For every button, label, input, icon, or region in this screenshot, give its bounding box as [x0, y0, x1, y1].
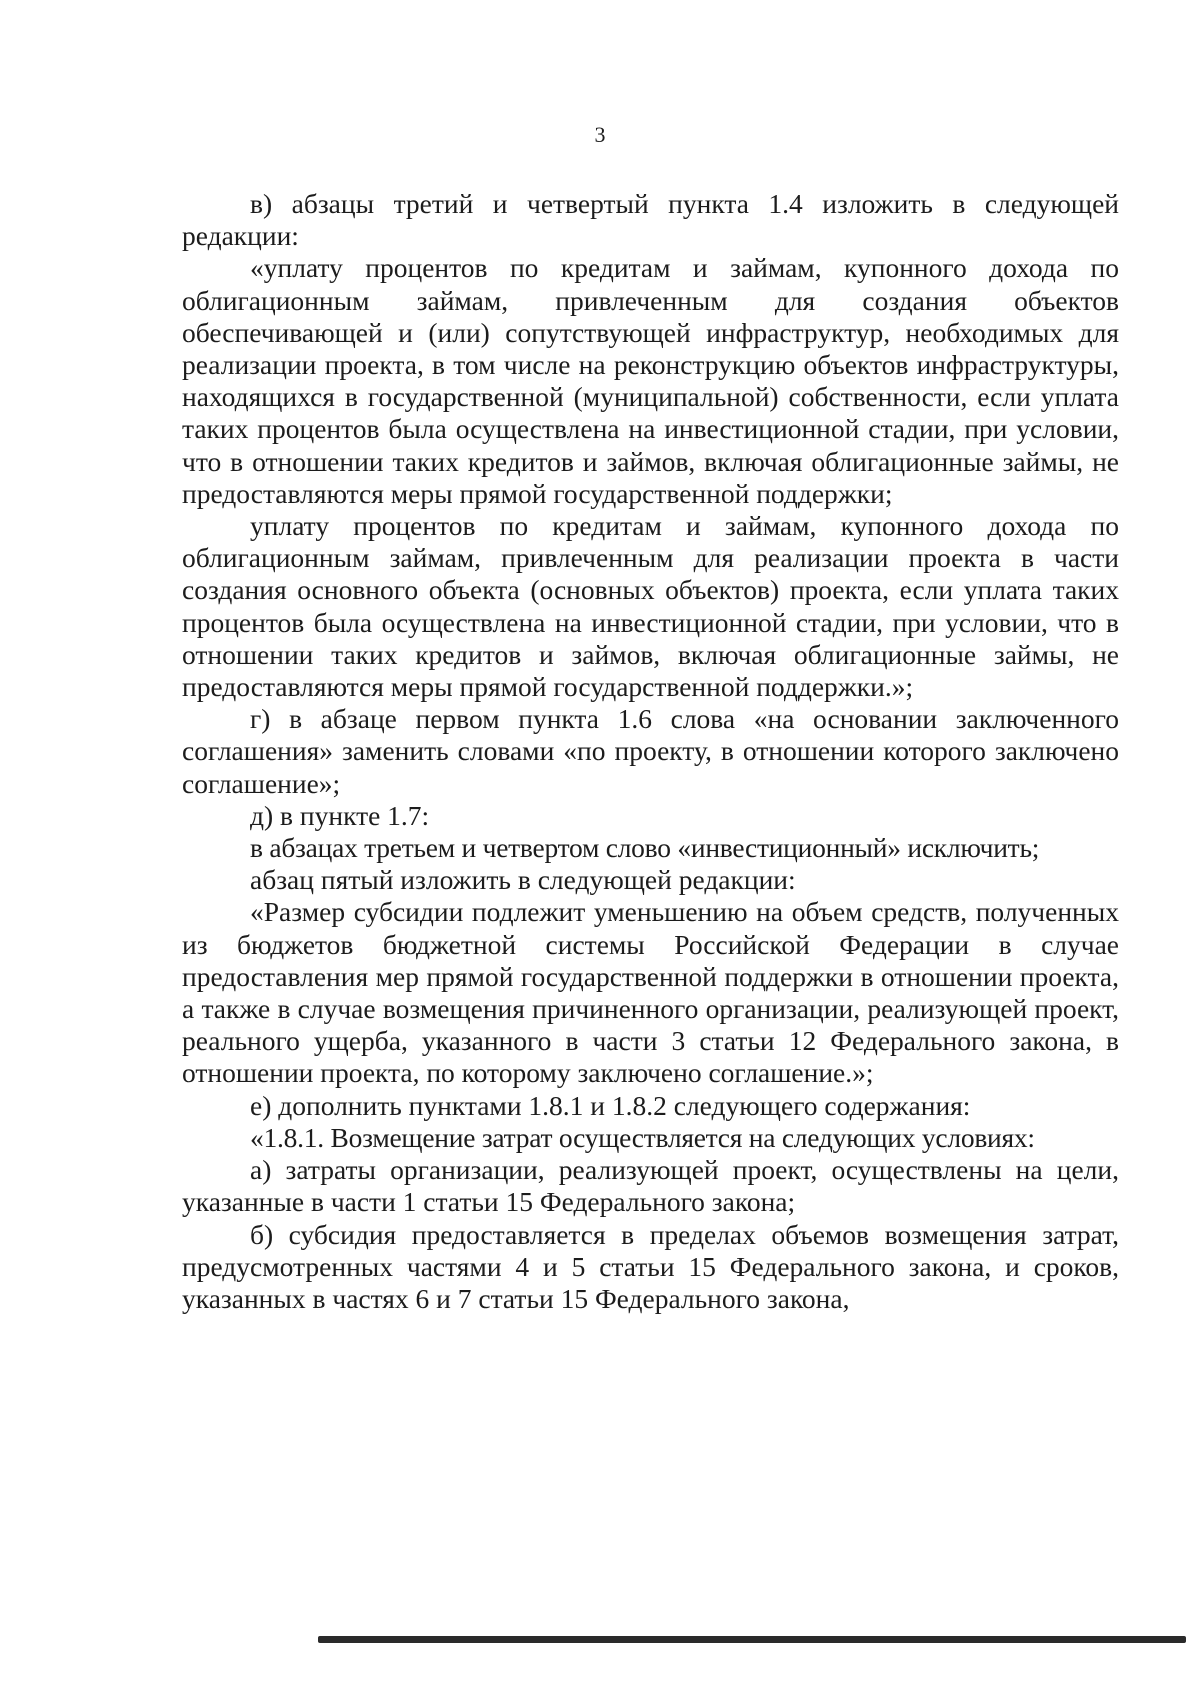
paragraph-e: е) дополнить пунктами 1.8.1 и 1.8.2 следующего содержания: — [250, 1089, 971, 1121]
paragraph-d: д) в пункте 1.7: — [250, 799, 430, 831]
paragraph-condition-b: б) субсидия предоставляется в пределах объемов возмещения затрат, предусмотренных частями 4 и 5 статьи 15 Федерального закона, и сроков, указанных в частях 6 и 7 статьи 15 Федерального закона, — [182, 1218, 1119, 1314]
paragraph-quote-interest-infrastructure: «уплату процентов по кредитам и займам, купонного дохода по облигационным займам, привлеченным для создания объектов обеспечивающей и (или) сопутствующей инфраструктур, необходимых для реализации проекта, в том числе на реконструкцию объектов инфраструктуры, находящихся в государственной (муниципальной) собственности, если уплата таких процентов была осуществлена на инвестиционной стадии, при условии, что в отношении таких кредитов и займов, включая облигационные займы, не предоставляются меры прямой государственной поддержки; — [182, 252, 1119, 509]
paragraph-subsidy-reduction: «Размер субсидии подлежит уменьшению на объем средств, полученных из бюджетов бюджетной системы Российской Федерации в случае предоставления мер прямой государственной поддержки в отношении проекта, а также в случае возмещения причиненного организации, реализующей проект, реального ущерба, указанного в части 3 статьи 12 Федерального закона, в отношении проекта, по которому заключено соглашение.»; — [182, 896, 1119, 1089]
paragraph-exclude-word: в абзацах третьем и четвертом слово «инвестиционный» исключить; — [250, 832, 1040, 864]
paragraph-g: г) в абзаце первом пункта 1.6 слова «на основании заключенного соглашения» заменить словами «по проекту, в отношении которого заключено соглашение»; — [182, 703, 1119, 799]
page-number: 3 — [594, 122, 606, 147]
paragraph-1-8-1: «1.8.1. Возмещение затрат осуществляется на следующих условиях: — [250, 1121, 1035, 1153]
paragraph-v: в) абзацы третий и четвертый пункта 1.4 изложить в следующей редакции: — [182, 188, 1119, 252]
paragraph-interest-main-object: уплату процентов по кредитам и займам, купонного дохода по облигационным займам, привлеченным для реализации проекта в части создания основного объекта (основных объектов) проекта, если уплата таких процентов была осуществлена на инвестиционной стадии, при условии, что в отношении таких кредитов и займов, включая облигационные займы, не предоставляются меры прямой государственной поддержки.»; — [182, 510, 1119, 703]
paragraph-fifth-abzac: абзац пятый изложить в следующей редакции: — [250, 864, 796, 896]
footer-rule — [318, 1636, 1186, 1643]
paragraph-condition-a: а) затраты организации, реализующей проект, осуществлены на цели, указанные в части 1 статьи 15 Федерального закона; — [182, 1154, 1119, 1218]
document-body — [182, 188, 1119, 1315]
